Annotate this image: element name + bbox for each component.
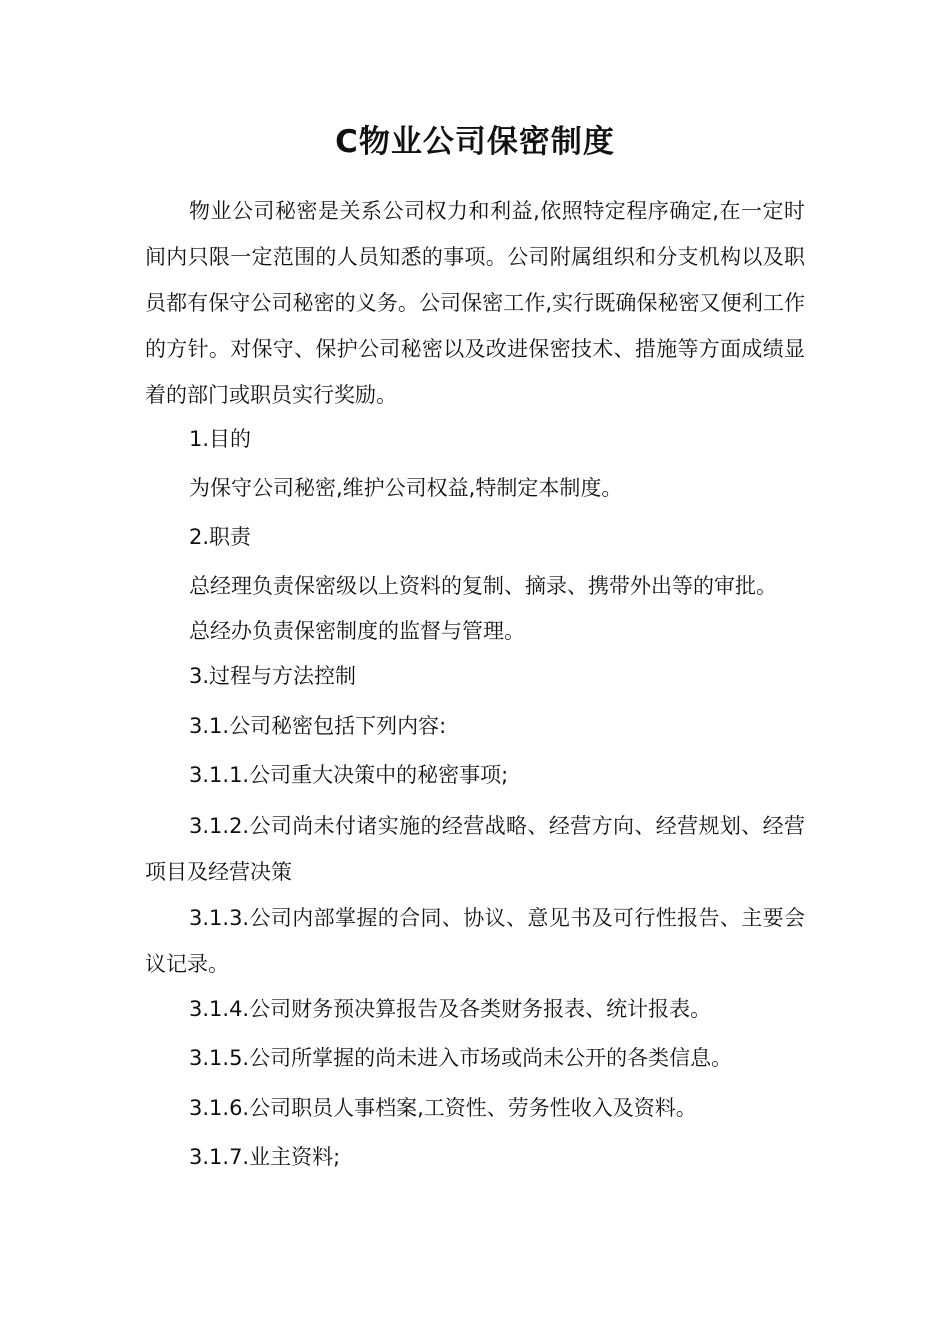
section-3-1-6: 3.1.6.公司职员人事档案,工资性、劳务性收入及资料。 bbox=[189, 1096, 697, 1120]
section-3-1-3-block bbox=[145, 895, 805, 987]
section-3-1-7: 3.1.7.业主资料; bbox=[189, 1145, 341, 1169]
section-3-1-3: 3.1.3.公司内部掌握的合同、协议、意见书及可行性报告、主要会议记录。 bbox=[145, 906, 805, 976]
intro-paragraph bbox=[145, 188, 805, 418]
section-3-1-1: 3.1.1.公司重大决策中的秘密事项; bbox=[189, 763, 509, 787]
section-3-1-4: 3.1.4.公司财务预决算报告及各类财务报表、统计报表。 bbox=[189, 997, 712, 1021]
intro-text: 物业公司秘密是关系公司权力和利益,依照特定程序确定,在一定时间内只限一定范围的人员知悉的事项。公司附属组织和分支机构以及职员都有保守公司秘密的义务。公司保密工作,实行既确保秘密又便利工作的方针。对保守、保护公司秘密以及改进保密技术、措施等方面成绩显着的部门或职员实行奖励。 bbox=[145, 199, 805, 407]
section-2-heading: 2.职责 bbox=[189, 525, 252, 549]
section-3-1: 3.1.公司秘密包括下列内容: bbox=[189, 714, 447, 738]
section-3-1-2: 3.1.2.公司尚未付诸实施的经营战略、经营方向、经营规划、经营项目及经营决策 bbox=[145, 814, 805, 884]
section-3-1-2-block bbox=[145, 803, 805, 895]
section-1-heading: 1.目的 bbox=[189, 427, 252, 451]
section-2-text-1: 总经理负责保密级以上资料的复制、摘录、携带外出等的审批。 bbox=[189, 574, 777, 598]
section-1-text: 为保守公司秘密,维护公司权益,特制定本制度。 bbox=[189, 476, 623, 500]
section-3-1-5: 3.1.5.公司所掌握的尚未进入市场或尚未公开的各类信息。 bbox=[189, 1046, 733, 1070]
section-2-text-2: 总经办负责保密制度的监督与管理。 bbox=[189, 619, 525, 643]
section-3-heading: 3.过程与方法控制 bbox=[189, 664, 357, 688]
document-title: C物业公司保密制度 bbox=[335, 124, 615, 160]
